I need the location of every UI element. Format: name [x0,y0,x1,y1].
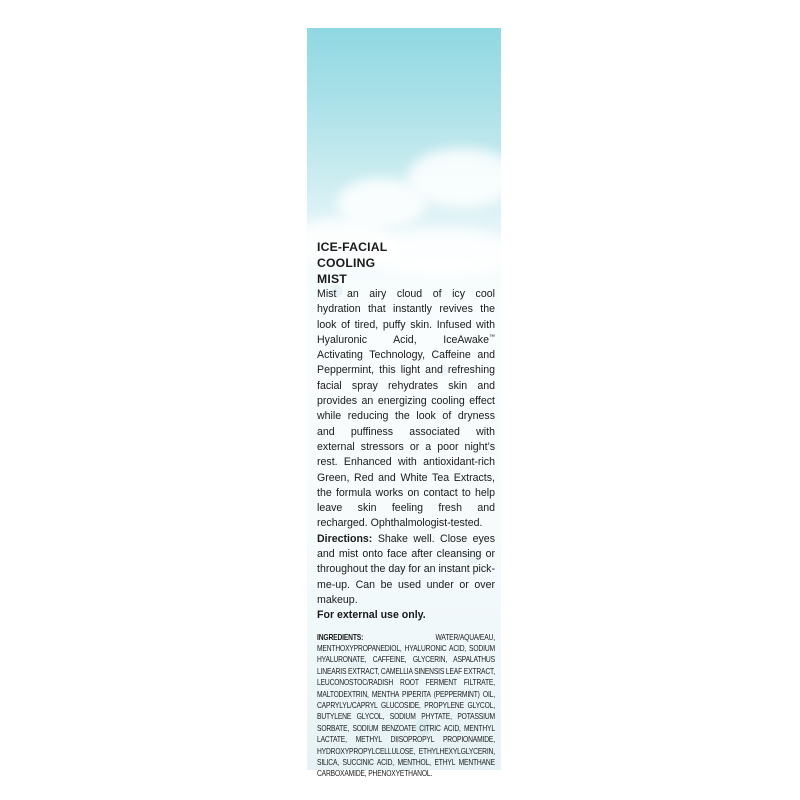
product-copy [317,239,495,780]
description-part-1: Mist an airy cloud of icy cool hydration that instantly revives the look of tired, puffy skin. Infused with Hyaluronic Acid, IceAwake [317,288,495,346]
ingredients-list [317,632,495,780]
ingredients-text: WATER/AQUA/EAU, MENTHOXYPROPANEDIOL, HYALURONIC ACID, SODIUM HYALURONATE, CAFFEINE, GLYCERIN, ASPALATHUS LINEARIS EXTRACT, CAMELLIA SINENSIS LEAF EXTRACT, LEUCONOSTOC/RADISH ROOT FERMENT FILTRATE, MALTODEXTRIN, MENTHA PIPERITA (PEPPERMINT) OIL, CAPRYLYL/CAPRYL GLUCOSIDE, PROPYLENE GLYCOL, BUTYLENE GLYCOL, SODIUM PHYTATE, POTASSIUM SORBATE, SODIUM BENZOATE CITRIC ACID, MENTHYL LACTATE, METHYL DIISOPROPYL PROPIONAMIDE, HYDROXYPROPYLCELLULOSE, ETHYLHEXYLGLYCERIN, SILICA, SUCCINIC ACID, MENTHOL, ETHYL MENTHANE CARBOXAMIDE, PHENOXYETHANOL. [317,632,495,779]
external-use-warning: For external use only. [317,609,426,622]
description-part-2: Activating Technology, Caffeine and Peppermint, this light and refreshing facial spray rehydrates skin and provides an energizing cooling effect while reducing the look of dryness and puffiness associated with external stressors or a poor night’s rest. Enhanced with antioxidant-rich Green, Red and White Tea Extracts, the formula works on contact to help leave skin feeling fresh and recharged. Ophthalmologist-tested. [317,349,495,530]
directions-label: Directions: [317,532,373,545]
product-title: ICE-FACIAL COOLING MIST [317,240,388,286]
cloud-graphic [407,148,517,208]
directions-text: Shake well. Close eyes and mist onto face after cleansing or throughout the day for an instant pick-me-up. Can be used under or over makeup. [317,532,495,606]
trademark-symbol: ™ [489,334,495,341]
product-box-panel [307,28,501,779]
directions [317,532,495,608]
ingredients-label: INGREDIENTS: [317,632,364,642]
product-description [317,287,495,532]
